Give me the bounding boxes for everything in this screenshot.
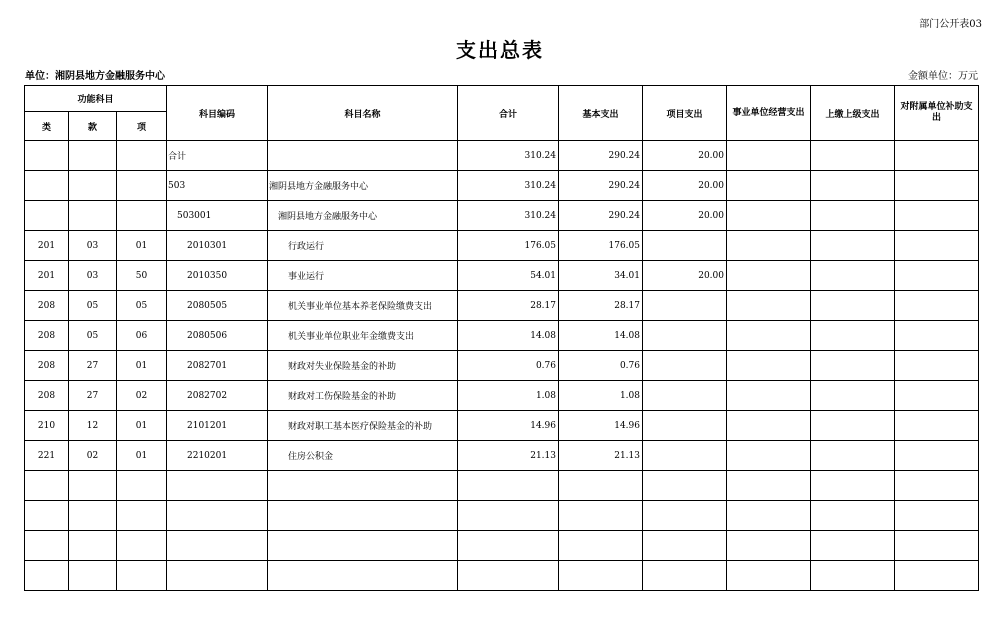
cell-total: [458, 471, 559, 501]
cell-kuan: [69, 171, 117, 201]
cell-basic: [559, 501, 643, 531]
cell-upper: [811, 201, 895, 231]
cell-subsidy: [895, 321, 979, 351]
cell-basic: [559, 561, 643, 591]
cell-basic: 1.08: [559, 381, 643, 411]
cell-kuan: [69, 531, 117, 561]
cell-name: 机关事业单位职业年金缴费支出: [268, 321, 458, 351]
cell-basic: 290.24: [559, 171, 643, 201]
cell-project: [643, 531, 727, 561]
cell-business: [727, 411, 811, 441]
cell-code: [167, 561, 268, 591]
cell-upper: [811, 501, 895, 531]
cell-project: 20.00: [643, 201, 727, 231]
cell-kuan: [69, 201, 117, 231]
cell-kuan: [69, 501, 117, 531]
cell-xiang: 01: [117, 351, 167, 381]
cell-subsidy: [895, 291, 979, 321]
doc-code: 部门公开表03: [919, 19, 982, 30]
table-row: [25, 471, 979, 501]
cell-xiang: 05: [117, 291, 167, 321]
table-row: [25, 411, 979, 441]
cell-upper: [811, 141, 895, 171]
cell-xiang: 01: [117, 441, 167, 471]
cell-business: [727, 501, 811, 531]
cell-business: [727, 231, 811, 261]
cell-upper: [811, 441, 895, 471]
cell-project: [643, 231, 727, 261]
cell-upper: [811, 321, 895, 351]
header-upper: 上缴上级支出: [811, 86, 895, 141]
cell-project: [643, 321, 727, 351]
cell-name: [268, 141, 458, 171]
cell-total: 0.76: [458, 351, 559, 381]
table-row: [25, 261, 979, 291]
cell-xiang: [117, 561, 167, 591]
cell-lei: [25, 201, 69, 231]
header-lei: 类: [25, 112, 69, 141]
cell-subsidy: [895, 261, 979, 291]
cell-code: 2082702: [167, 381, 268, 411]
cell-basic: 176.05: [559, 231, 643, 261]
cell-name: [268, 501, 458, 531]
cell-code: 2010350: [167, 261, 268, 291]
cell-upper: [811, 561, 895, 591]
cell-lei: [25, 141, 69, 171]
cell-business: [727, 471, 811, 501]
cell-project: 20.00: [643, 141, 727, 171]
cell-kuan: 03: [69, 261, 117, 291]
cell-code: [167, 471, 268, 501]
cell-total: 176.05: [458, 231, 559, 261]
cell-code: [167, 531, 268, 561]
cell-xiang: [117, 531, 167, 561]
cell-code: [167, 501, 268, 531]
cell-name: [268, 561, 458, 591]
table-row: [25, 231, 979, 261]
cell-total: 310.24: [458, 171, 559, 201]
cell-xiang: [117, 501, 167, 531]
cell-basic: [559, 531, 643, 561]
cell-subsidy: [895, 471, 979, 501]
cell-total: [458, 501, 559, 531]
cell-subsidy: [895, 201, 979, 231]
header-total: 合计: [458, 86, 559, 141]
cell-code: 503: [167, 171, 268, 201]
cell-lei: [25, 501, 69, 531]
cell-name: 财政对失业保险基金的补助: [268, 351, 458, 381]
header-xiang: 项: [117, 112, 167, 141]
cell-business: [727, 261, 811, 291]
cell-name: 财政对职工基本医疗保险基金的补助: [268, 411, 458, 441]
cell-name: 湘阴县地方金融服务中心: [268, 201, 458, 231]
cell-lei: [25, 531, 69, 561]
cell-code: 2080505: [167, 291, 268, 321]
cell-total: 310.24: [458, 201, 559, 231]
cell-business: [727, 171, 811, 201]
cell-lei: 208: [25, 291, 69, 321]
cell-basic: 14.08: [559, 321, 643, 351]
cell-basic: 290.24: [559, 201, 643, 231]
cell-kuan: 27: [69, 351, 117, 381]
cell-business: [727, 291, 811, 321]
table-row: [25, 561, 979, 591]
cell-business: [727, 141, 811, 171]
unit-name: 单位：湘阴县地方金融服务中心: [25, 71, 165, 82]
cell-project: [643, 291, 727, 321]
cell-upper: [811, 471, 895, 501]
cell-business: [727, 381, 811, 411]
cell-lei: 210: [25, 411, 69, 441]
header-business: 事业单位经营支出: [727, 86, 811, 141]
table-row: [25, 141, 979, 171]
cell-code: 2082701: [167, 351, 268, 381]
cell-xiang: [117, 141, 167, 171]
cell-xiang: [117, 471, 167, 501]
cell-subsidy: [895, 501, 979, 531]
cell-total: 14.08: [458, 321, 559, 351]
table-row: [25, 171, 979, 201]
cell-xiang: [117, 201, 167, 231]
cell-subsidy: [895, 441, 979, 471]
cell-lei: [25, 561, 69, 591]
cell-upper: [811, 291, 895, 321]
cell-subsidy: [895, 231, 979, 261]
table-row: [25, 291, 979, 321]
cell-kuan: 02: [69, 441, 117, 471]
cell-subsidy: [895, 171, 979, 201]
expenditure-table: [24, 85, 979, 591]
header-kuan: 款: [69, 112, 117, 141]
cell-project: [643, 561, 727, 591]
cell-basic: 28.17: [559, 291, 643, 321]
cell-total: 28.17: [458, 291, 559, 321]
cell-total: [458, 531, 559, 561]
header-code: 科目编码: [167, 86, 268, 141]
cell-subsidy: [895, 141, 979, 171]
cell-total: 310.24: [458, 141, 559, 171]
cell-xiang: 01: [117, 231, 167, 261]
table-row: [25, 381, 979, 411]
cell-basic: 14.96: [559, 411, 643, 441]
cell-lei: 208: [25, 381, 69, 411]
cell-lei: 221: [25, 441, 69, 471]
cell-project: 20.00: [643, 261, 727, 291]
cell-business: [727, 351, 811, 381]
cell-lei: [25, 471, 69, 501]
cell-upper: [811, 411, 895, 441]
header-project: 项目支出: [643, 86, 727, 141]
cell-total: 54.01: [458, 261, 559, 291]
cell-project: [643, 441, 727, 471]
cell-project: 20.00: [643, 171, 727, 201]
cell-lei: 201: [25, 231, 69, 261]
cell-name: [268, 471, 458, 501]
cell-name: 行政运行: [268, 231, 458, 261]
cell-upper: [811, 171, 895, 201]
cell-subsidy: [895, 411, 979, 441]
cell-upper: [811, 231, 895, 261]
table-row: [25, 531, 979, 561]
cell-basic: 290.24: [559, 141, 643, 171]
cell-project: [643, 471, 727, 501]
cell-name: 事业运行: [268, 261, 458, 291]
cell-basic: [559, 471, 643, 501]
cell-project: [643, 411, 727, 441]
table-row: [25, 351, 979, 381]
cell-total: [458, 561, 559, 591]
cell-code: 2010301: [167, 231, 268, 261]
table-row: [25, 501, 979, 531]
table-row: [25, 321, 979, 351]
cell-business: [727, 531, 811, 561]
cell-upper: [811, 351, 895, 381]
cell-business: [727, 201, 811, 231]
cell-business: [727, 441, 811, 471]
cell-name: 住房公积金: [268, 441, 458, 471]
cell-kuan: [69, 561, 117, 591]
cell-code: 2101201: [167, 411, 268, 441]
cell-kuan: 03: [69, 231, 117, 261]
cell-kuan: 05: [69, 321, 117, 351]
cell-basic: 34.01: [559, 261, 643, 291]
cell-xiang: 06: [117, 321, 167, 351]
cell-upper: [811, 531, 895, 561]
cell-total: 1.08: [458, 381, 559, 411]
cell-subsidy: [895, 381, 979, 411]
header-name: 科目名称: [268, 86, 458, 141]
cell-total: 14.96: [458, 411, 559, 441]
cell-subsidy: [895, 531, 979, 561]
page-title: 支出总表: [456, 38, 544, 62]
cell-basic: 0.76: [559, 351, 643, 381]
amount-unit: 金额单位：万元: [908, 71, 978, 82]
cell-lei: 201: [25, 261, 69, 291]
cell-code: 合计: [167, 141, 268, 171]
header-func-subject: 功能科目: [25, 86, 167, 112]
cell-upper: [811, 261, 895, 291]
header-subsidy: 对附属单位补助支出: [895, 86, 979, 141]
table-row: [25, 441, 979, 471]
cell-business: [727, 561, 811, 591]
cell-total: 21.13: [458, 441, 559, 471]
cell-name: 财政对工伤保险基金的补助: [268, 381, 458, 411]
cell-lei: [25, 171, 69, 201]
cell-upper: [811, 381, 895, 411]
cell-project: [643, 501, 727, 531]
cell-lei: 208: [25, 321, 69, 351]
cell-project: [643, 381, 727, 411]
cell-kuan: [69, 471, 117, 501]
cell-project: [643, 351, 727, 381]
cell-kuan: [69, 141, 117, 171]
cell-name: 湘阴县地方金融服务中心: [268, 171, 458, 201]
cell-business: [727, 321, 811, 351]
cell-kuan: 05: [69, 291, 117, 321]
cell-kuan: 27: [69, 381, 117, 411]
cell-subsidy: [895, 351, 979, 381]
header-basic: 基本支出: [559, 86, 643, 141]
cell-name: 机关事业单位基本养老保险缴费支出: [268, 291, 458, 321]
cell-xiang: [117, 171, 167, 201]
cell-kuan: 12: [69, 411, 117, 441]
cell-lei: 208: [25, 351, 69, 381]
cell-basic: 21.13: [559, 441, 643, 471]
cell-xiang: 02: [117, 381, 167, 411]
cell-code: 503001: [167, 201, 268, 231]
cell-code: 2080506: [167, 321, 268, 351]
cell-xiang: 01: [117, 411, 167, 441]
cell-xiang: 50: [117, 261, 167, 291]
table-row: [25, 201, 979, 231]
cell-name: [268, 531, 458, 561]
cell-subsidy: [895, 561, 979, 591]
cell-code: 2210201: [167, 441, 268, 471]
